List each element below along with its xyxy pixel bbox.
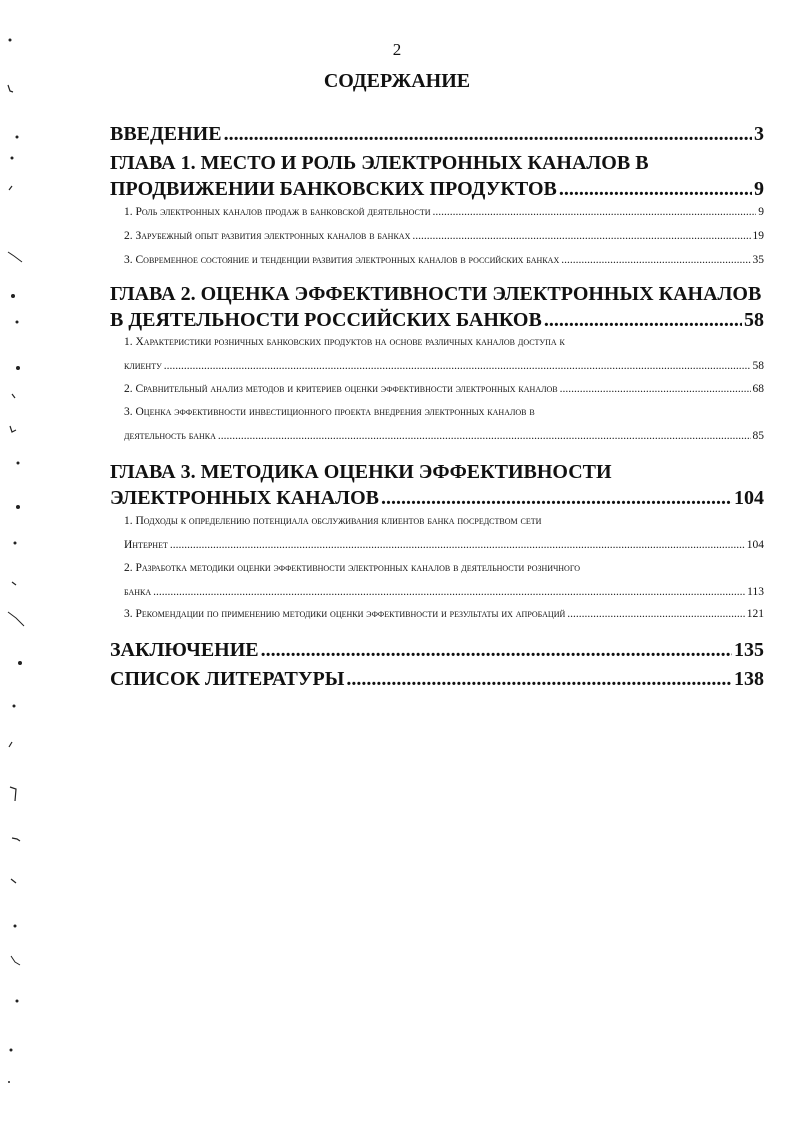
toc-entry-2-3[interactable] (124, 405, 764, 443)
page-number: 2 (392, 40, 402, 59)
dot-leader (224, 121, 752, 147)
toc-entry-3-1[interactable] (124, 514, 764, 552)
toc-entry-3-2[interactable] (124, 561, 764, 599)
toc-entry-label-line-2: деятельность банка (124, 430, 216, 442)
dot-leader (153, 585, 745, 599)
toc-entry-page: 3 (754, 123, 764, 145)
toc-entry-label: 2. Зарубежный опыт развития электронных каналов в банках (124, 230, 411, 242)
toc-entry-label-line-2: ПРОДВИЖЕНИИ БАНКОВСКИХ ПРОДУКТОВ (110, 178, 557, 200)
toc-entry-label: ЗАКЛЮЧЕНИЕ (110, 639, 259, 661)
toc-entry-label-line-2: Интернет (124, 539, 168, 551)
toc-entry-label: 3. Рекомендации по применению методики оценки эффективности и результаты их апробаций (124, 608, 566, 620)
toc-entry-chapter-3[interactable] (110, 459, 764, 511)
toc-entry-page: 19 (752, 230, 764, 242)
toc-entry-label: 3. Современное состояние и тенденции развития электронных каналов в российских банках (124, 254, 560, 266)
scan-specks (0, 0, 40, 1128)
toc-entry-chapter-1[interactable] (110, 150, 764, 202)
toc-entry-label-line-2: В ДЕЯТЕЛЬНОСТИ РОССИЙСКИХ БАНКОВ (110, 309, 542, 331)
toc-entry-page: 68 (752, 383, 764, 395)
dot-leader (560, 382, 751, 396)
toc-entry-page: 9 (758, 206, 764, 218)
toc-entry-label-line-1: ГЛАВА 2. ОЦЕНКА ЭФФЕКТИВНОСТИ ЭЛЕКТРОННЫХ КАНАЛОВ (110, 283, 762, 305)
toc-entry-3-3[interactable] (124, 607, 764, 621)
page-title: СОДЕРЖАНИЕ (323, 70, 471, 92)
toc-entry-page: 121 (746, 608, 764, 620)
toc-entry-2-2[interactable] (124, 382, 764, 396)
dot-leader (170, 538, 745, 552)
toc-entry-label-line-1: ГЛАВА 3. МЕТОДИКА ОЦЕНКИ ЭФФЕКТИВНОСТИ (110, 461, 612, 483)
toc-entry-label-line-2: банка (124, 586, 152, 598)
dot-leader (381, 485, 732, 511)
toc-entry-page: 104 (746, 539, 764, 551)
toc-entry-label: 2. Сравнительный анализ методов и критериев оценки эффективности электронных каналов (124, 383, 558, 395)
dot-leader (544, 307, 742, 333)
toc-entry-page: 135 (734, 639, 764, 661)
toc-entry-label-line-1: ГЛАВА 1. МЕСТО И РОЛЬ ЭЛЕКТРОННЫХ КАНАЛОВ В (110, 152, 649, 174)
dot-leader (561, 253, 750, 267)
toc-entry-page: 138 (734, 668, 764, 690)
toc-entry-introduction[interactable] (110, 121, 764, 147)
toc-entry-page: 58 (744, 309, 764, 331)
toc-entry-page: 85 (752, 430, 764, 442)
dot-leader (432, 205, 756, 219)
dot-leader (218, 429, 751, 443)
toc-entry-label-line-1: 1. Характеристики розничных банковских продуктов на основе различных каналов доступа к (124, 336, 565, 348)
dot-leader (559, 176, 752, 202)
toc-entry-label: СПИСОК ЛИТЕРАТУРЫ (110, 668, 345, 690)
toc-entry-1-2[interactable] (124, 229, 764, 243)
toc-entry-label-line-2: клиенту (124, 360, 162, 372)
toc-entry-page: 113 (747, 586, 764, 598)
dot-leader (164, 359, 751, 373)
toc-entry-label-line-2: ЭЛЕКТРОННЫХ КАНАЛОВ (110, 487, 379, 509)
dot-leader (346, 666, 732, 692)
toc-entry-1-3[interactable] (124, 253, 764, 267)
toc-entry-label-line-1: 1. Подходы к определению потенциала обслуживания клиентов банка посредством сети (124, 515, 542, 527)
toc-entry-conclusion[interactable] (110, 637, 764, 663)
dot-leader (261, 637, 732, 663)
toc-entry-page: 58 (752, 360, 764, 372)
toc-entry-label-line-1: 2. Разработка методики оценки эффективности электронных каналов в деятельности розничного (124, 562, 581, 574)
toc-entry-1-1[interactable] (124, 205, 764, 219)
dot-leader (567, 607, 745, 621)
toc-entry-bibliography[interactable] (110, 666, 764, 692)
toc-entry-page: 104 (734, 487, 764, 509)
toc-entry-page: 9 (754, 178, 764, 200)
toc-entry-2-1[interactable] (124, 335, 764, 373)
toc-entry-page: 35 (752, 254, 764, 266)
toc-entry-label: 1. Роль электронных каналов продаж в банковской деятельности (124, 206, 431, 218)
toc-entry-label-line-1: 3. Оценка эффективности инвестиционного проекта внедрения электронных каналов в (124, 406, 535, 418)
toc-entry-label: ВВЕДЕНИЕ (110, 123, 222, 145)
toc-entry-chapter-2[interactable] (110, 281, 764, 333)
dot-leader (412, 229, 750, 243)
